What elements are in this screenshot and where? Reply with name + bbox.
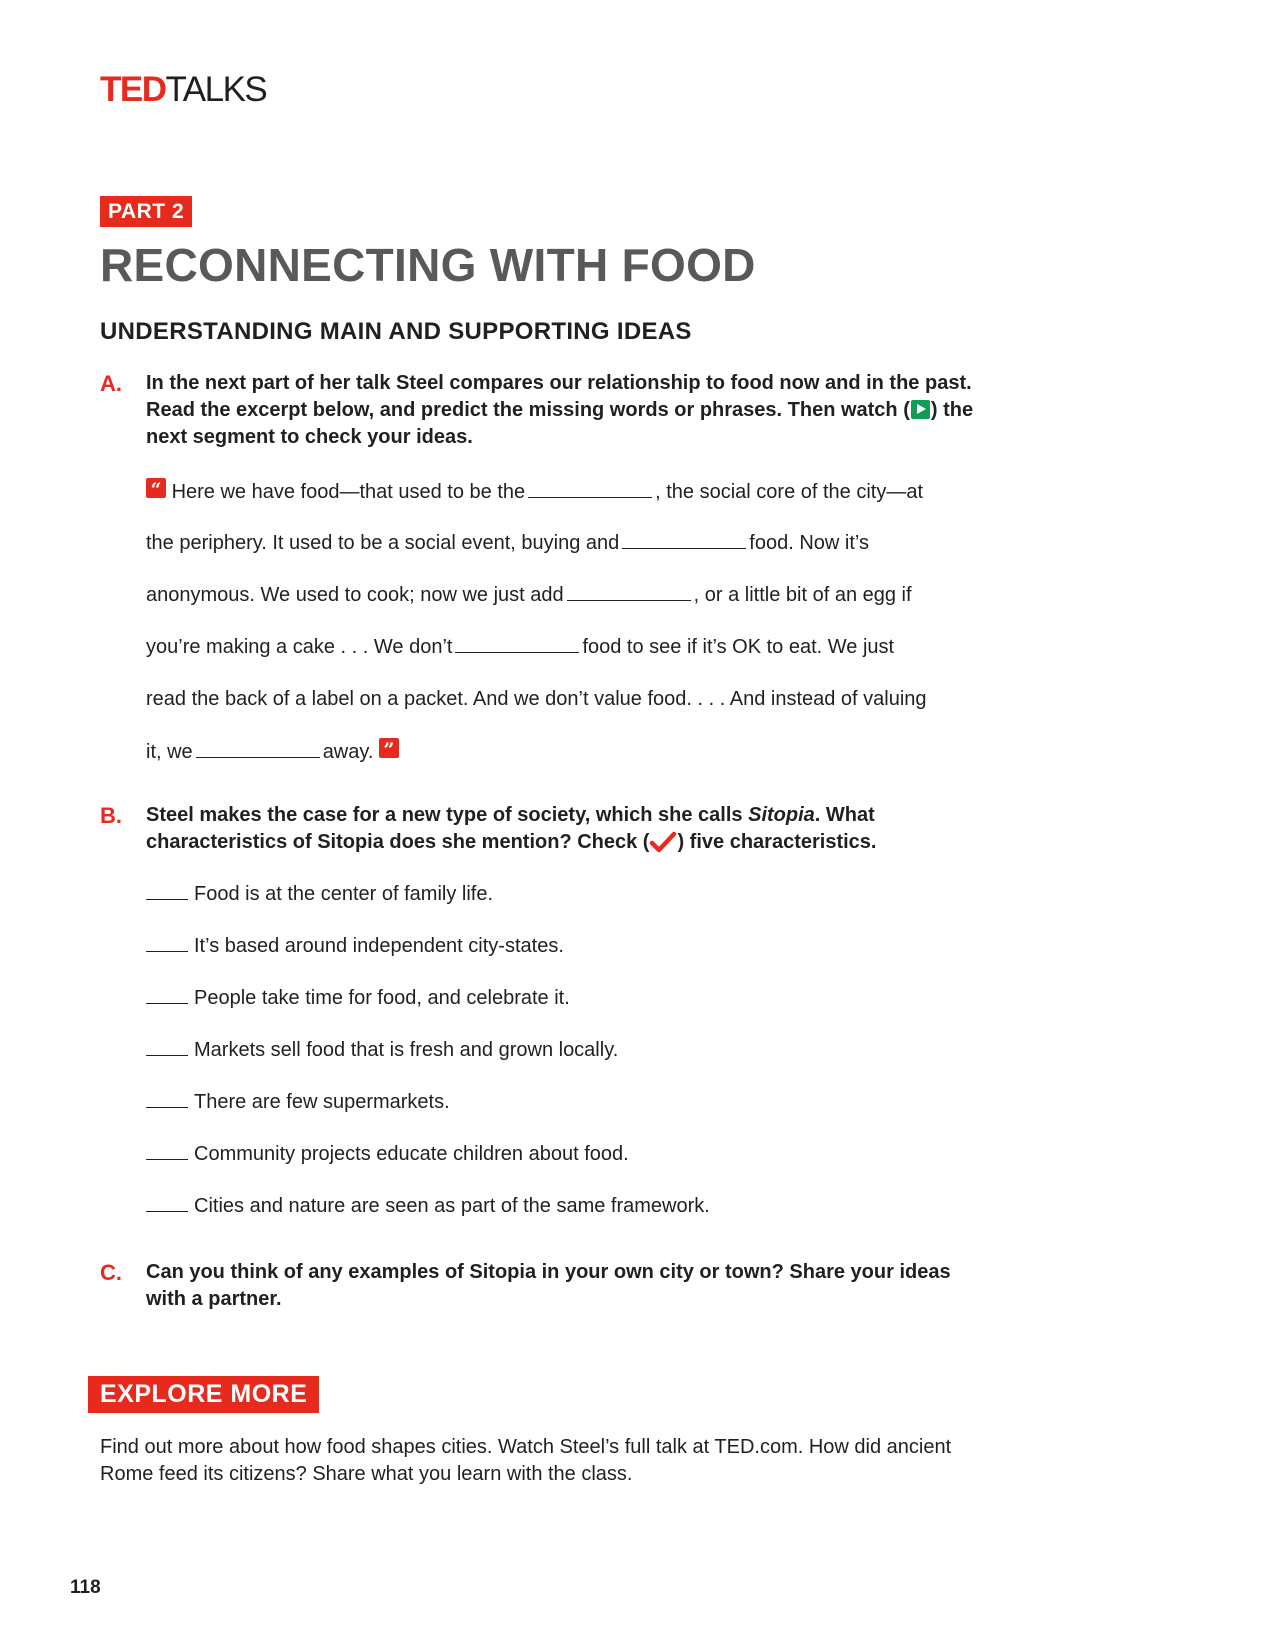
checklist-item-text: Cities and nature are seen as part of the same framework. bbox=[194, 1195, 710, 1217]
explore-more-badge: EXPLORE MORE bbox=[88, 1376, 319, 1413]
checklist-item bbox=[146, 933, 564, 959]
part-badge: PART 2 bbox=[100, 196, 192, 227]
checklist-item-text: Markets sell food that is fresh and grown locally. bbox=[194, 1039, 619, 1061]
excerpt-text: , the social core of the city—at bbox=[655, 481, 924, 503]
excerpt-text: Here we have food—that used to be the bbox=[171, 481, 526, 503]
checklist-item bbox=[146, 1141, 629, 1167]
logo-ted: TED bbox=[100, 70, 166, 109]
excerpt-text: it, we bbox=[146, 741, 193, 763]
excerpt-text: away. bbox=[322, 741, 374, 763]
section-a-instruction-part2: ) the next segment to check your ideas. bbox=[146, 399, 974, 448]
blank-5[interactable] bbox=[196, 739, 320, 758]
page-number: 118 bbox=[70, 1577, 101, 1598]
checklist-item bbox=[146, 985, 570, 1011]
check-blank[interactable] bbox=[146, 881, 188, 900]
section-a-instruction bbox=[146, 370, 976, 451]
section-b-instruction-part2: . What characteristics of Sitopia does she mention? Check ( bbox=[146, 804, 875, 853]
excerpt-text: you’re making a cake . . . We don’t bbox=[146, 636, 453, 658]
checklist-item-text: There are few supermarkets. bbox=[194, 1091, 450, 1113]
blank-3[interactable] bbox=[567, 582, 691, 601]
checklist-item-text: It’s based around independent city-states. bbox=[194, 935, 564, 957]
close-quote-icon: ” bbox=[379, 738, 399, 758]
checklist-item-text: People take time for food, and celebrate it. bbox=[194, 987, 570, 1009]
ted-talks-logo bbox=[100, 70, 266, 110]
excerpt-line-6 bbox=[146, 738, 986, 765]
explore-more-text: Find out more about how food shapes cities. Watch Steel’s full talk at TED.com. How did ancient Rome feed its citizens? Share what you learn with the class. bbox=[100, 1436, 952, 1485]
checkmark-icon bbox=[649, 831, 677, 853]
check-blank[interactable] bbox=[146, 1193, 188, 1212]
check-blank[interactable] bbox=[146, 933, 188, 952]
checklist-item-text: Community projects educate children about food. bbox=[194, 1143, 629, 1165]
section-subtitle: UNDERSTANDING MAIN AND SUPPORTING IDEAS bbox=[100, 318, 692, 345]
checklist-item bbox=[146, 1089, 450, 1115]
check-blank[interactable] bbox=[146, 1037, 188, 1056]
section-b-instruction-part3: ) five characteristics. bbox=[677, 831, 877, 853]
blank-4[interactable] bbox=[455, 634, 579, 653]
section-a-letter: A. bbox=[100, 371, 122, 396]
section-c-letter: C. bbox=[100, 1260, 122, 1285]
excerpt-text: , or a little bit of an egg if bbox=[693, 584, 912, 606]
section-a-instruction-part1: In the next part of her talk Steel compares our relationship to food now and in the past. Read the excerpt below, and predict the missing words or phrases. Then watch ( bbox=[146, 372, 972, 421]
checklist-item bbox=[146, 1193, 710, 1219]
section-b-instruction-part1: Steel makes the case for a new type of society, which she calls bbox=[146, 804, 749, 826]
play-icon bbox=[911, 400, 930, 419]
check-blank[interactable] bbox=[146, 1141, 188, 1160]
checklist-item-text: Food is at the center of family life. bbox=[194, 883, 494, 905]
excerpt-line-3 bbox=[146, 582, 986, 608]
checklist-item bbox=[146, 881, 493, 907]
blank-1[interactable] bbox=[528, 479, 652, 498]
checklist-item bbox=[146, 1037, 618, 1063]
section-c-instruction: Can you think of any examples of Sitopia in your own city or town? Share your ideas with a partner. bbox=[146, 1261, 951, 1310]
excerpt-line-1 bbox=[146, 478, 986, 505]
excerpt-text: food. Now it’s bbox=[749, 532, 869, 554]
sitopia-term: Sitopia bbox=[748, 804, 815, 826]
excerpt-text: the periphery. It used to be a social event, buying and bbox=[146, 532, 620, 554]
section-b-instruction bbox=[146, 802, 976, 856]
excerpt-text: anonymous. We used to cook; now we just add bbox=[146, 584, 564, 606]
check-blank[interactable] bbox=[146, 985, 188, 1004]
blank-2[interactable] bbox=[622, 530, 746, 549]
open-quote-icon: “ bbox=[146, 478, 166, 498]
logo-talks: TALKS bbox=[165, 70, 267, 109]
excerpt-line-5: read the back of a label on a packet. And we don’t value food. . . . And instead of valuing bbox=[146, 688, 927, 710]
excerpt-line-2 bbox=[146, 530, 986, 556]
excerpt-line-4 bbox=[146, 634, 986, 660]
section-b-letter: B. bbox=[100, 803, 122, 828]
excerpt-text: food to see if it’s OK to eat. We just bbox=[582, 636, 895, 658]
check-blank[interactable] bbox=[146, 1089, 188, 1108]
page-title: RECONNECTING WITH FOOD bbox=[100, 239, 756, 291]
